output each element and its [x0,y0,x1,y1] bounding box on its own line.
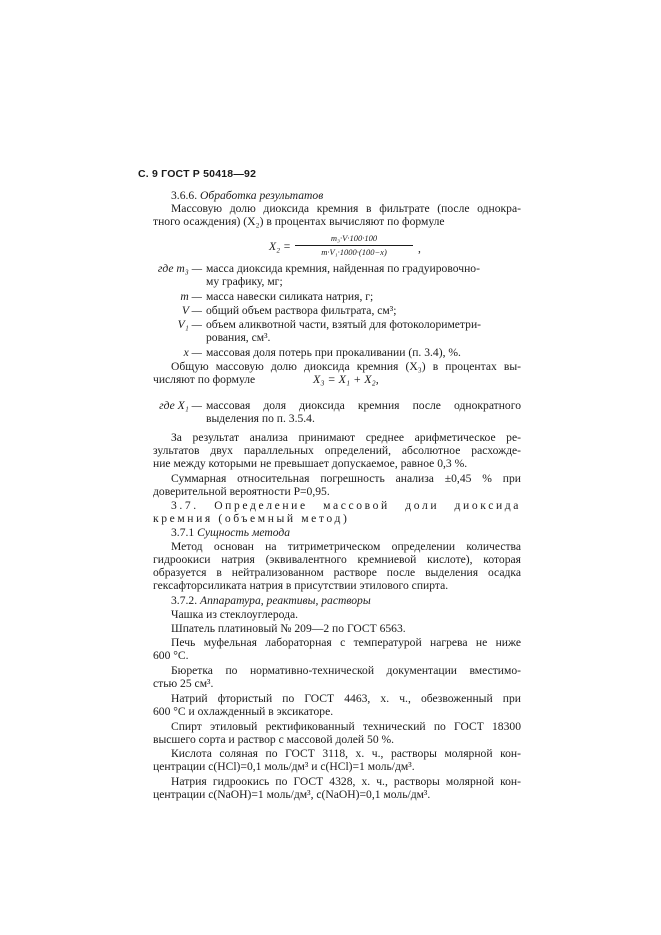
formula-x3: X₃ = X₁ + X₂, [313,372,379,386]
definition-symbol: x — [183,346,202,359]
list-item: Чашка из стеклоуглерода. [171,608,299,621]
paragraph-line: тного осаждения) (X₂) в процентах вычисляют по формуле [153,215,445,228]
list-item-cont: 600 °С. [153,649,189,662]
definition-symbol: V — [181,304,202,317]
definition-text: му графику, мг; [206,275,283,288]
definition-symbol: где X₁ — [159,399,202,412]
definition-symbol: где m₃ — [157,262,202,275]
section-title: Сущность метода [197,526,291,539]
list-item-cont: 600 °С и охлажденный в эксикаторе. [153,705,334,718]
section-number: 3.6.6. [171,189,198,202]
paragraph-line: зультатов двух параллельных определений, абсолютное расхожде- [153,444,521,457]
section-heading-3-7-1 [171,526,290,539]
paragraph-line: Массовую долю диоксида кремния в фильтрате (после однокра- [171,202,521,215]
paragraph-line: гексафторсиликата натрия в присутствии этилового спирта. [153,579,449,592]
list-item-cont: высшего сорта и раствор с массовой долей 50 %. [153,733,395,746]
paragraph-line: числяют по формуле [153,373,256,386]
list-item: Кислота соляная по ГОСТ 3118, х. ч., растворы молярной кон- [171,747,521,760]
list-item: Натрия гидроокись по ГОСТ 4328, х. ч., растворы молярной кон- [171,775,521,788]
paragraph-line: Суммарная относительная погрешность анализа ±0,45 % при [171,472,521,485]
list-item-cont: центрации c(NaOH)=1 моль/дм³, c(NaOH)=0,1 моль/дм³. [153,788,431,801]
list-item: Печь муфельная лабораторная с температурой нагрева не ниже [171,636,521,649]
definition-text: объем аликвотной части, взятый для фотоколориметри- [206,318,482,331]
section-heading-3-7-2 [171,594,371,607]
paragraph-line: образуется в нейтрализованном растворе после выделения осадка [153,566,521,579]
list-item: Натрий фтористый по ГОСТ 4463, х. ч., обезвоженный при [171,692,521,705]
definition-symbol: m — [180,290,202,303]
section-title: Аппаратура, реактивы, растворы [200,594,371,607]
section-heading-3-7-cont: кремния (объемный метод) [153,512,350,525]
paragraph-line: доверительной вероятности P=0,95. [153,485,330,498]
section-title: Обработка результатов [200,189,324,202]
section-number: 3.7.1 [171,526,195,539]
definition-text: общий объем раствора фильтрата, см³; [206,304,397,317]
paragraph-line: гидроокиси натрия (эквивалентного кремниевой кислоте), которая [153,553,521,566]
page-header: С. 9 ГОСТ Р 50418—92 [138,168,257,180]
paragraph-line: Общую массовую долю диоксида кремния (X₃) в процентах вы- [171,360,521,373]
definition-symbol: V₁ — [177,318,202,331]
definition-text: массовая доля диоксида кремния после однократного [206,399,521,412]
formula-fraction [295,233,413,258]
formula-tail: , [418,242,421,255]
formula-numerator: m₃·V·100·100 [295,233,413,246]
definition-text: масса диоксида кремния, найденная по градуировочно- [206,262,480,275]
list-item: Шпатель платиновый № 209—2 по ГОСТ 6563. [171,622,406,635]
definition-text: масса навески силиката натрия, г; [206,290,374,303]
section-heading-3-6-6 [171,189,323,202]
formula-denominator: m·V₁·1000·(100−x) [321,247,387,257]
paragraph-line: Метод основан на титриметрическом определении количества [171,540,521,553]
list-item: Бюретка по нормативно-технической документации вместимо- [171,664,521,677]
list-item: Спирт этиловый ректификованный технический по ГОСТ 18300 [171,720,521,733]
list-item-cont: стью 25 см³. [153,677,214,690]
section-number: 3.7.2. [171,594,198,607]
definition-text: выделения по п. 3.5.4. [206,412,315,425]
paragraph-line: ние между которыми не превышает допускаемое, равное 0,3 %. [153,457,468,470]
section-heading-3-7: 3.7. Определение массовой доли диоксида [171,499,521,512]
paragraph-line: За результат анализа принимают среднее арифметическое ре- [171,431,521,444]
formula-lhs: X₂ = [269,240,291,253]
definition-text: рования, см³. [206,331,271,344]
definition-text: массовая доля потерь при прокаливании (п. 3.4), %. [206,346,461,359]
list-item-cont: центрации c(HCl)=0,1 моль/дм³ и c(HCl)=1 моль/дм³. [153,760,415,773]
